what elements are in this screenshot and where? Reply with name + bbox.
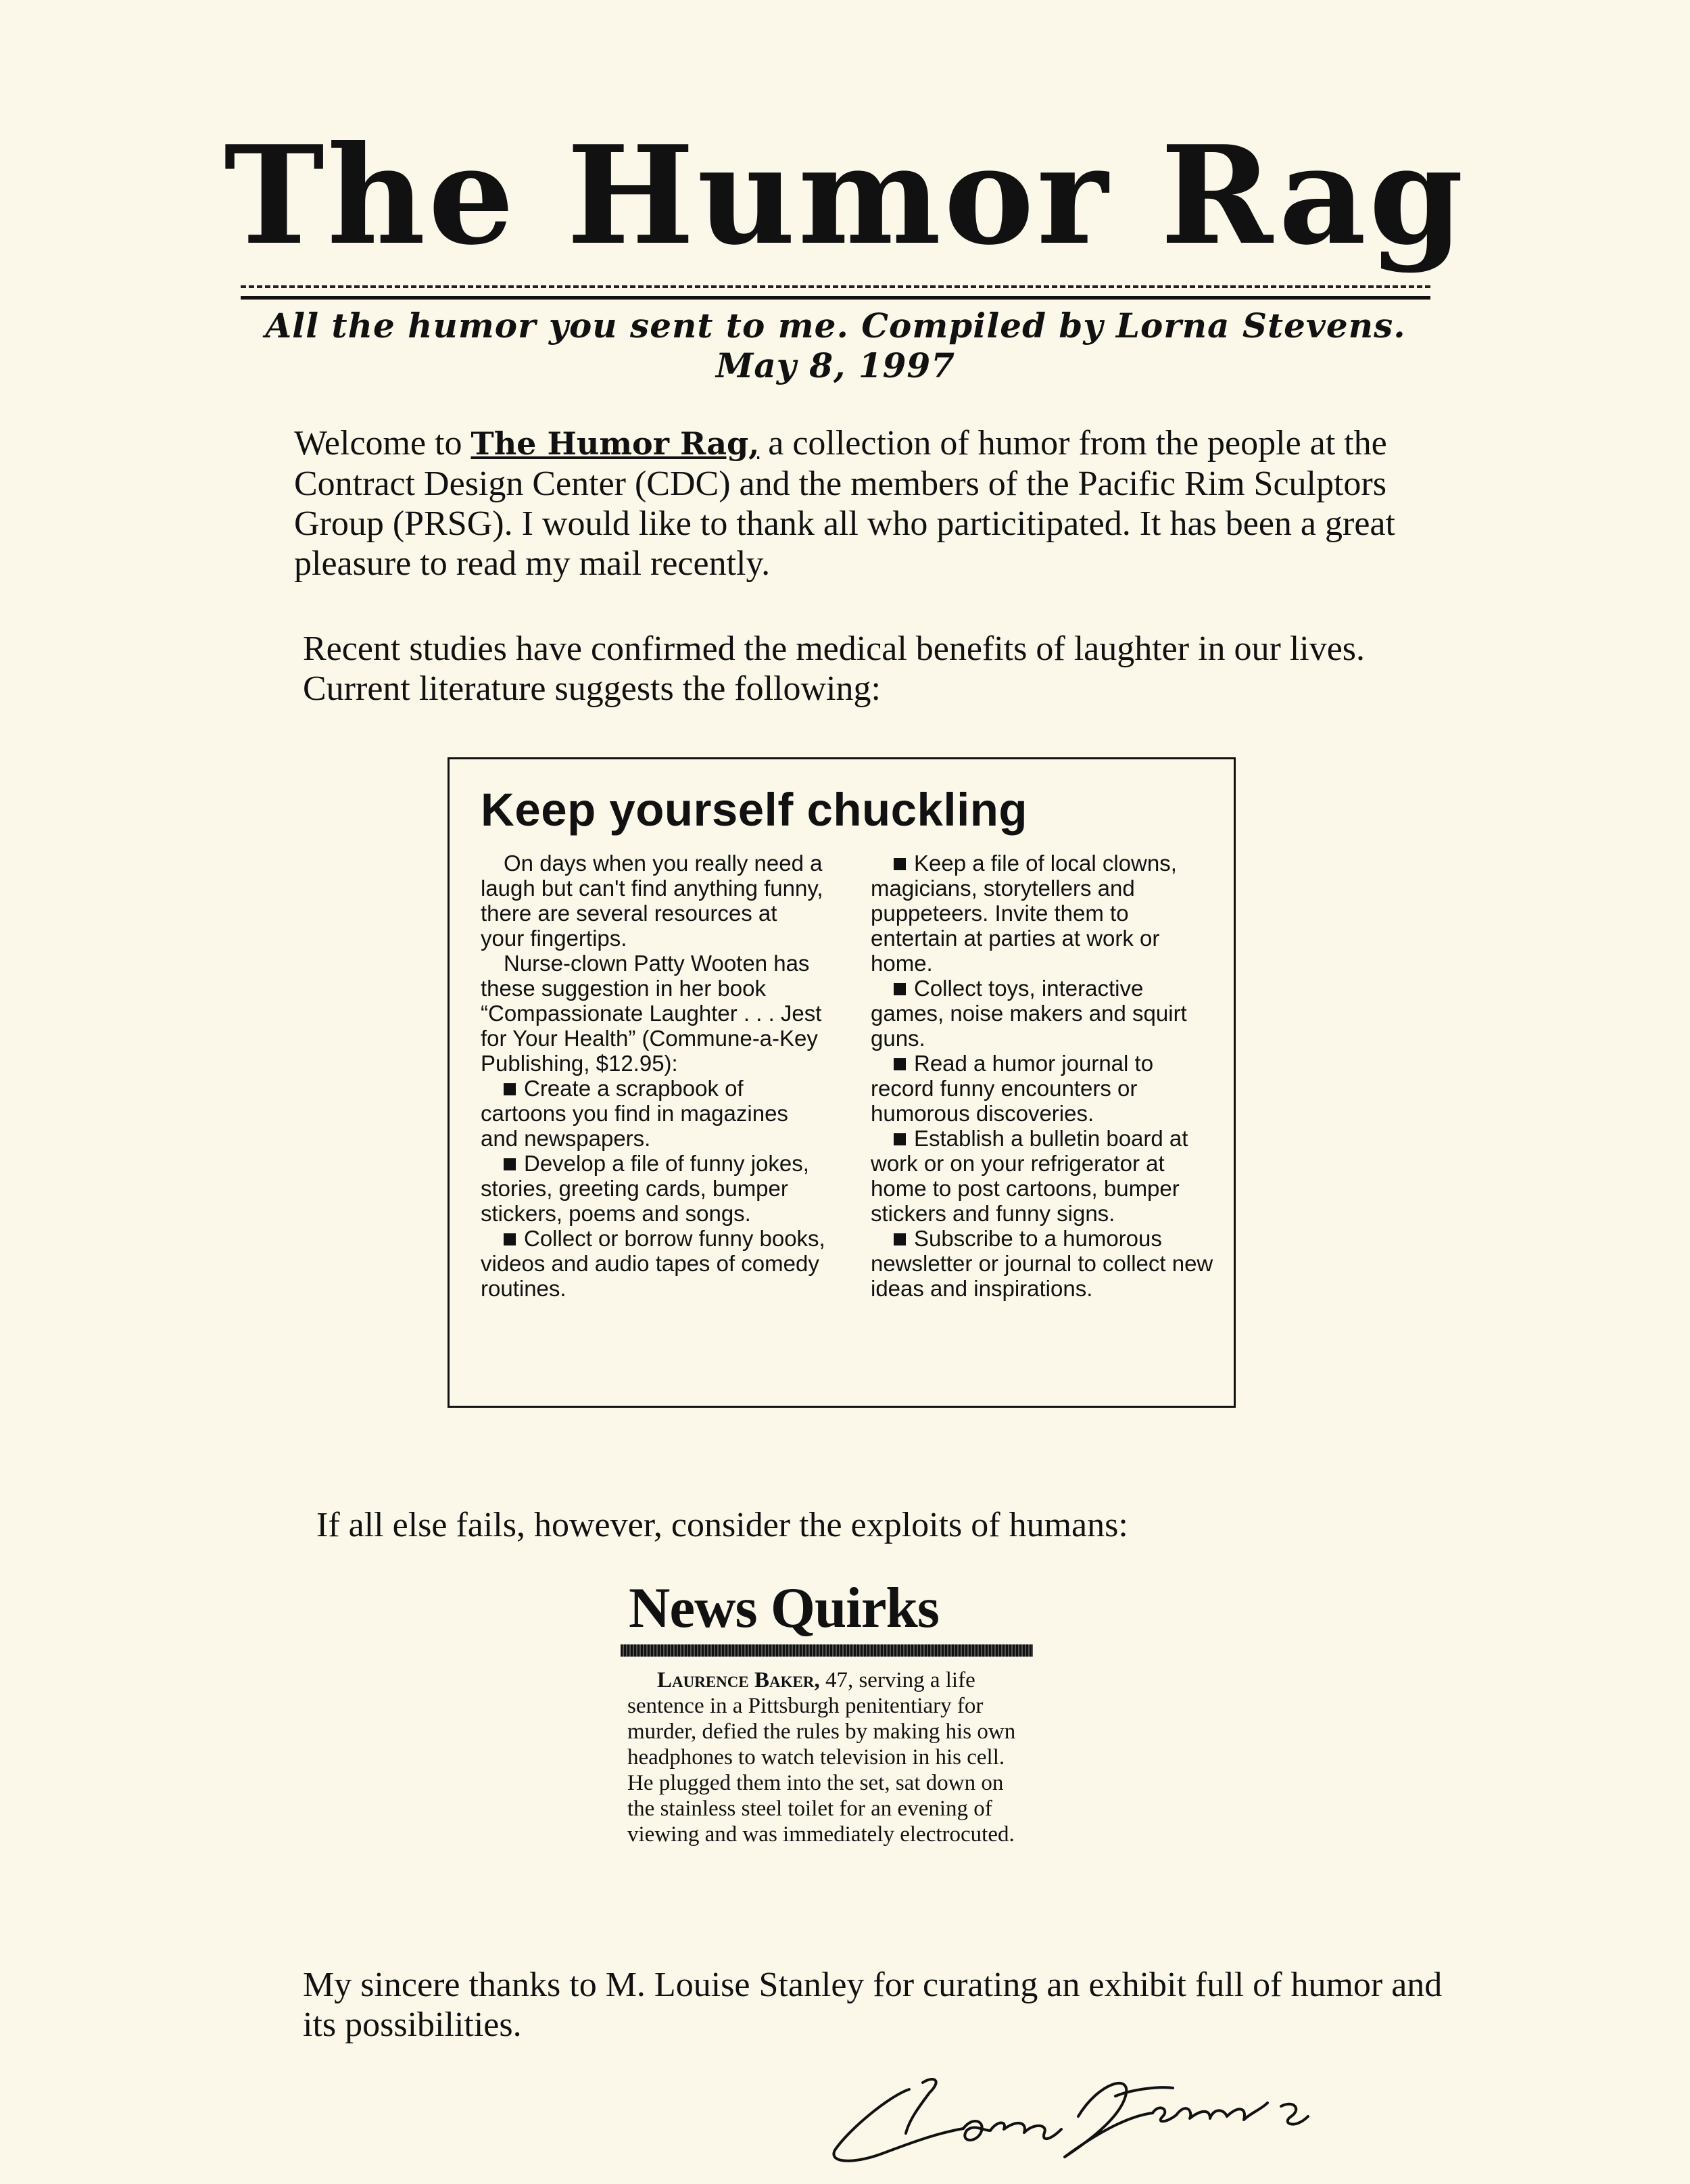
masthead-title: The Humor Rag	[224, 116, 1466, 275]
clipping-bullet-item: Create a scrapbook of cartoons you find in magazines and newspapers.	[481, 1076, 788, 1151]
clipping-bullet-item: Keep a file of local clowns, magicians, storytellers and puppeteers. Invite them to entertain at parties at work or home.	[871, 851, 1177, 976]
square-bullet-icon	[894, 1233, 906, 1245]
signature	[808, 2069, 1335, 2170]
masthead-tagline: All the humor you sent to me. Compiled by Lorna Stevens. May 8, 1997	[265, 306, 1406, 385]
square-bullet-icon	[894, 1133, 906, 1145]
news-quirks-subject-name: Laurence Baker,	[657, 1668, 820, 1692]
clipping-bullet-item: Read a humor journal to record funny encounters or humorous discoveries.	[871, 1051, 1154, 1126]
square-bullet-icon	[504, 1158, 516, 1170]
clipping-headline: Keep yourself chuckling	[481, 784, 1028, 836]
masthead-solid-rule	[241, 296, 1430, 300]
inline-publication-title: The Humor Rag,	[470, 425, 760, 462]
welcome-body: a collection of humor from the people at the Contract Design Center (CDC) and the members of the Pacific Rim Sculptors Group (PRSG). I would like to thank all who particitipated. It has been a great pleasure to read my mail recently.	[294, 424, 1395, 583]
square-bullet-icon	[894, 858, 906, 870]
transition-sentence: If all else fails, however, consider the exploits of humans:	[316, 1506, 1128, 1544]
clipping-bullet-item: Collect toys, interactive games, noise makers and squirt guns.	[871, 976, 1187, 1051]
clipping-left-column	[481, 851, 825, 1301]
square-bullet-icon	[894, 983, 906, 995]
news-quirks-body: 47, serving a life sentence in a Pittsburgh penitentiary for murder, defied the rules by making his own headphones to watch television in his cell. He plugged them into the set, sat down on the stainless steel toilet for an evening of viewing and was immediately electrocuted.	[627, 1668, 1016, 1847]
clipping-paragraph: On days when you really need a laugh but can't find anything funny, there are several resources at your fingertips.	[481, 851, 823, 951]
news-quirks-headline: News Quirks	[629, 1576, 939, 1640]
welcome-prefix: Welcome to	[294, 424, 462, 462]
clipping-bullet-item: Subscribe to a humorous newsletter or journal to collect new ideas and inspirations.	[871, 1226, 1213, 1301]
square-bullet-icon	[504, 1233, 516, 1245]
studies-paragraph: Recent studies have confirmed the medical benefits of laughter in our lives. Current literature suggests the following:	[303, 630, 1366, 708]
welcome-paragraph	[294, 423, 1443, 584]
masthead-dashed-rule	[241, 285, 1430, 288]
clipping-right-column	[871, 851, 1215, 1301]
news-clipping-chuckling	[448, 757, 1236, 1408]
square-bullet-icon	[894, 1058, 906, 1070]
clipping-bullet-item: Collect or borrow funny books, videos and audio tapes of comedy routines.	[481, 1226, 825, 1301]
clipping-bullet-item: Develop a file of funny jokes, stories, greeting cards, bumper stickers, poems and songs.	[481, 1151, 809, 1226]
clipping-paragraph: Nurse-clown Patty Wooten has these suggestion in her book “Compassionate Laughter . . . Jest for Your Health” (Commune-a-Key Publishing, $12.95):	[481, 951, 822, 1076]
news-quirks-rule	[621, 1644, 1033, 1657]
square-bullet-icon	[504, 1083, 516, 1095]
clipping-bullet-item: Establish a bulletin board at work or on your refrigerator at home to post cartoons, bumper stickers and funny signs.	[871, 1126, 1188, 1226]
closing-paragraph: My sincere thanks to M. Louise Stanley for curating an exhibit full of humor and its possibilities.	[303, 1966, 1443, 2044]
news-quirks-article	[627, 1667, 1019, 1847]
